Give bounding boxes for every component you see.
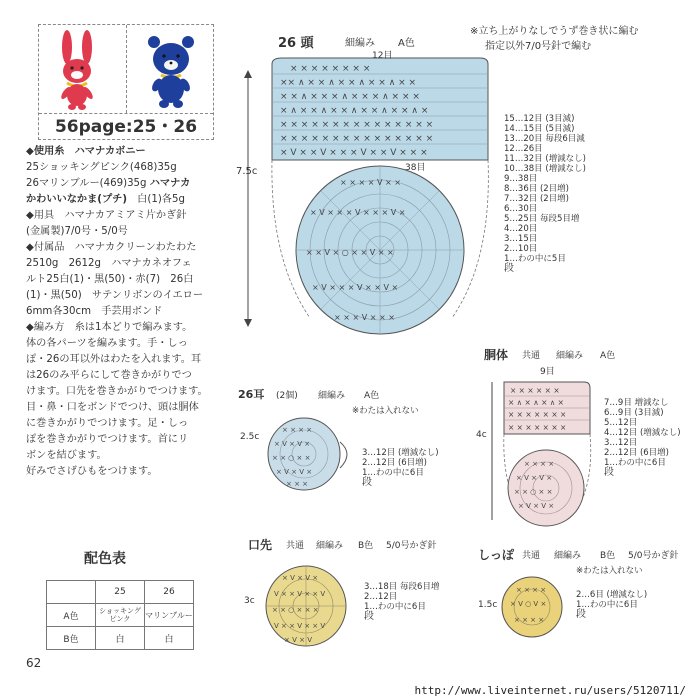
row-num: 15 bbox=[504, 114, 515, 124]
yarn-line bbox=[26, 176, 216, 192]
row-count: わの中に5目 bbox=[517, 254, 566, 264]
svg-text:× × ∧ × × × ∧ × × × ∧ × × ×: × × ∧ × × × ∧ × × × ∧ × × × bbox=[280, 92, 420, 102]
ear-title-text: 耳 bbox=[253, 388, 265, 401]
method-line: けます。口先を巻きかがりでつけます。 bbox=[26, 386, 208, 397]
muzzle-hook: 5/0号かぎ針 bbox=[386, 541, 437, 551]
row-count: 12目 bbox=[377, 592, 398, 602]
muzzle-size: 3c bbox=[244, 596, 255, 606]
bear-photo bbox=[127, 25, 213, 113]
table-cell: 26 bbox=[145, 581, 194, 604]
row-dan: 段 bbox=[604, 467, 614, 478]
row-num: 2 bbox=[504, 244, 510, 254]
row-num: 1 bbox=[362, 468, 368, 478]
row-entry: 14…15目 (5目減) bbox=[504, 124, 575, 134]
ear-count: (2個) bbox=[276, 391, 298, 401]
muzzle-row-list bbox=[364, 582, 439, 622]
row-entry: 6…9目 (3目減) bbox=[604, 408, 664, 418]
svg-text:× V ○ V ×: × V ○ V × bbox=[510, 600, 547, 608]
row-count: 6目 bbox=[589, 590, 604, 600]
method-line: ◆編み方 糸は1本どりで編みます。 bbox=[26, 322, 193, 333]
muzzle-diagram bbox=[260, 556, 360, 656]
row-entry: 5…25目 毎段5目増 bbox=[504, 214, 580, 224]
row-num: 5 bbox=[604, 418, 610, 428]
row-count: 20目 bbox=[523, 134, 543, 144]
row-num: 9 bbox=[504, 174, 510, 184]
row-entry: 6…30目 bbox=[504, 204, 538, 214]
body-title: 胴体 bbox=[484, 348, 509, 362]
color-table-title: 配色表 bbox=[84, 551, 126, 567]
row-count: 25目 bbox=[517, 214, 538, 224]
svg-text:× ∧ × × ∧ × × ∧ × × ∧ × × ∧ ×: × ∧ × × ∧ × × ∧ × × ∧ × × ∧ × bbox=[280, 106, 429, 116]
svg-text:× V × V ×: × V × V × bbox=[516, 474, 553, 482]
method-line: 好みでさげひもをつけます。 bbox=[26, 466, 158, 477]
svg-text:× × × × × × ×: × × × × × × × bbox=[508, 410, 567, 419]
head-stitch: 細編み bbox=[345, 38, 375, 49]
parts-line: 6mm各30cm 手芸用ボンド bbox=[26, 306, 163, 317]
row-entry: 1…わの中に6目 bbox=[364, 602, 426, 612]
row-num: 4 bbox=[604, 428, 610, 438]
row-entry: 1…わの中に6目 bbox=[362, 468, 424, 478]
svg-text:× × ×: × × × bbox=[286, 480, 309, 488]
row-change: (増減なし) bbox=[606, 590, 648, 600]
head-color: A色 bbox=[398, 38, 415, 49]
row-change: (増減なし) bbox=[397, 448, 439, 458]
row-change: (増減なし) bbox=[545, 154, 586, 164]
svg-text:× × ○ × ×: × × ○ × × bbox=[272, 454, 311, 462]
row-num: 8 bbox=[504, 184, 510, 194]
row-num: 6 bbox=[604, 408, 610, 418]
row-count: わの中に6目 bbox=[375, 468, 424, 478]
yarn-line-part: かわいいなかま(プチ) bbox=[26, 194, 127, 205]
row-count: 20目 bbox=[517, 224, 538, 234]
row-change: (2目増) bbox=[539, 184, 569, 194]
dimension-arrow bbox=[244, 319, 252, 327]
row-change: (3目減) bbox=[634, 408, 664, 418]
method-line: 目・鼻・口をボンドでつけ、頭は胴体 bbox=[26, 402, 199, 413]
row-num: 2 bbox=[604, 448, 610, 458]
parts-line: (1)・黒(50) サテンリボンのイエロー bbox=[26, 290, 204, 301]
ear-size: 2.5c bbox=[240, 432, 260, 442]
muzzle-title: 口先 bbox=[248, 538, 273, 552]
head-title-num: 26 bbox=[278, 36, 297, 51]
row-entry: 5…12目 bbox=[604, 418, 638, 428]
row-entry: 15…12目 (3目減) bbox=[504, 114, 575, 124]
body-diagram bbox=[486, 372, 600, 532]
bear-illustration bbox=[127, 25, 213, 113]
row-count: 15目 bbox=[517, 234, 538, 244]
muzzle-common: 共通 bbox=[286, 541, 305, 551]
row-entry: 13…20目 毎段6目減 bbox=[504, 134, 585, 144]
svg-text:× × ○ × × ×: × × ○ × × × bbox=[272, 606, 319, 614]
svg-text:× V × × × V × × × V ×: × V × × × V × × × V × bbox=[310, 208, 406, 217]
parts-line: 2510g 2612g ハマナカネオフェ bbox=[26, 258, 192, 269]
row-change: (6目増) bbox=[397, 458, 427, 468]
svg-text:× × × ×: × × × × bbox=[516, 586, 547, 594]
row-num: 2 bbox=[364, 592, 370, 602]
tail-row-list bbox=[576, 590, 647, 620]
row-entry: 1…わの中に6目 bbox=[576, 600, 638, 610]
row-num: 1 bbox=[504, 254, 510, 264]
row-count: 12目 bbox=[617, 428, 638, 438]
row-dan: 段 bbox=[504, 263, 514, 274]
row-count: わの中に6目 bbox=[377, 602, 426, 612]
row-entry: 2…12目 (6目増) bbox=[362, 458, 427, 468]
row-count: 9目 bbox=[617, 398, 632, 408]
head-diagram bbox=[230, 50, 510, 350]
head-title bbox=[278, 32, 314, 51]
tools-line: ◆用具 ハマナカアミアミ片かぎ針 bbox=[26, 210, 187, 221]
row-entry: 3…12目 bbox=[604, 438, 638, 448]
row-num: 3 bbox=[504, 234, 510, 244]
row-num: 2 bbox=[576, 590, 582, 600]
stitch-marks bbox=[280, 64, 433, 158]
rabbit-illustration bbox=[39, 25, 125, 113]
row-change: 毎段6目減 bbox=[545, 134, 585, 144]
row-count: 26目 bbox=[523, 144, 543, 154]
row-change: (3目減) bbox=[545, 114, 575, 124]
tail-hook: 5/0号かぎ針 bbox=[628, 551, 679, 561]
row-count: 12目 bbox=[617, 438, 638, 448]
svg-text:× × × ×: × × × × bbox=[524, 460, 555, 468]
table-cell: B色 bbox=[47, 627, 96, 650]
body-top-count: 9目 bbox=[540, 367, 555, 377]
row-num: 3 bbox=[364, 582, 370, 592]
row-entry: 7…32目 (2目増) bbox=[504, 194, 569, 204]
svg-text:× V × × × V × × V ×: × V × × × V × × V × bbox=[312, 283, 399, 292]
row-num: 2 bbox=[362, 458, 368, 468]
ear-stitch: 細編み bbox=[318, 391, 346, 401]
ear-title bbox=[238, 386, 264, 402]
head-top-count: 12目 bbox=[372, 51, 393, 61]
head-note: ※立ち上がりなしでうず巻き状に編む bbox=[470, 26, 639, 37]
row-count: 38目 bbox=[517, 174, 538, 184]
table-row bbox=[47, 627, 194, 650]
row-count: 32目 bbox=[517, 194, 538, 204]
ear-row-list bbox=[362, 448, 439, 488]
table-cell: A色 bbox=[47, 604, 96, 627]
row-entry: 12…26目 bbox=[504, 144, 543, 154]
svg-text:× V × × V × × × V × × V × × ×: × V × × V × × × V × × V × × × bbox=[280, 148, 428, 158]
row-entry: 2…12目 (6目増) bbox=[604, 448, 669, 458]
row-count: 36目 bbox=[517, 184, 538, 194]
row-dan: 段 bbox=[362, 477, 372, 488]
photo-box bbox=[38, 24, 214, 140]
body-color: A色 bbox=[600, 351, 616, 361]
source-url: http://www.liveinternet.ru/users/5120711/ bbox=[414, 684, 686, 697]
tail-color: B色 bbox=[600, 551, 616, 561]
row-entry: 2…12目 bbox=[364, 592, 398, 602]
row-entry: 7…9目 増減なし bbox=[604, 398, 669, 408]
row-num: 14 bbox=[504, 124, 515, 134]
row-num: 5 bbox=[504, 214, 510, 224]
svg-text:V × × V × × V: V × × V × × V bbox=[274, 622, 326, 630]
yarn-heading: ◆使用糸 ハマナカボニー bbox=[26, 146, 146, 157]
head-note: 指定以外7/0号針で編む bbox=[485, 41, 592, 52]
color-table bbox=[46, 580, 194, 650]
row-count: 30目 bbox=[517, 204, 538, 214]
row-entry: 4…20目 bbox=[504, 224, 538, 234]
body-row-list bbox=[604, 398, 681, 478]
row-entry: 3…18目 毎段6目増 bbox=[364, 582, 440, 592]
yarn-line-part: 26マリンブルー(469)35g bbox=[26, 178, 150, 189]
tail-diagram bbox=[498, 574, 568, 640]
row-entry: 4…12目 (増減なし) bbox=[604, 428, 681, 438]
svg-text:× × × × × ×: × × × × × × bbox=[510, 386, 560, 395]
page-number: 62 bbox=[26, 656, 42, 670]
row-entry: 3…15目 bbox=[504, 234, 538, 244]
row-count: 12目 bbox=[617, 418, 638, 428]
row-change: (増減なし) bbox=[639, 428, 681, 438]
row-count: 12目 bbox=[375, 458, 396, 468]
row-entry: 2…10目 bbox=[504, 244, 538, 254]
row-num: 11 bbox=[504, 154, 515, 164]
table-cell: マリンブルー bbox=[145, 604, 194, 627]
row-dan: 段 bbox=[576, 609, 586, 620]
method-line: ぽを巻きかがりでつけます。首にリ bbox=[26, 434, 189, 445]
row-change: (増減なし) bbox=[545, 164, 586, 174]
svg-text:× × × × × × × ×: × × × × × × × × bbox=[290, 64, 371, 74]
svg-text:× × × × × × × × × × × × × × ×: × × × × × × × × × × × × × × × bbox=[280, 134, 434, 144]
page-reference: 56page:25・26 bbox=[39, 113, 213, 140]
row-count: 10目 bbox=[517, 244, 538, 254]
row-change: 毎段5目増 bbox=[539, 214, 580, 224]
row-count: 12目 bbox=[375, 448, 396, 458]
row-num: 6 bbox=[504, 204, 510, 214]
table-cell: 白 bbox=[145, 627, 194, 650]
ear-diagram bbox=[258, 412, 358, 492]
yarn-line: 25ショッキングピンク(468)35g bbox=[26, 162, 177, 173]
ear-title-num: 26 bbox=[238, 388, 254, 401]
row-num: 13 bbox=[504, 134, 515, 144]
row-change: (2目増) bbox=[539, 194, 569, 204]
row-change: 増減なし bbox=[634, 398, 669, 408]
row-entry: 1…わの中に5目 bbox=[504, 254, 566, 264]
row-num: 4 bbox=[504, 224, 510, 234]
tools-line: (金属製)7/0号・5/0号 bbox=[26, 226, 128, 237]
row-count: わの中に6目 bbox=[617, 458, 666, 468]
row-change: (6目増) bbox=[639, 448, 669, 458]
row-count: 38目 bbox=[523, 164, 543, 174]
svg-text:× × × ×: × × × × bbox=[514, 616, 545, 624]
svg-text:V × × V × × V: V × × V × × V bbox=[274, 590, 326, 598]
head-title-text: 頭 bbox=[300, 36, 314, 51]
row-num: 3 bbox=[604, 438, 610, 448]
table-cell bbox=[47, 581, 96, 604]
row-num: 7 bbox=[504, 194, 510, 204]
row-count: 12目 bbox=[523, 114, 543, 124]
svg-text:× × × × V × ×: × × × × V × × bbox=[340, 178, 401, 187]
svg-text:× × × ×: × × × × bbox=[282, 426, 313, 434]
row-change: 毎段6目増 bbox=[399, 582, 440, 592]
yarn-line bbox=[26, 192, 216, 208]
table-cell: ショッキング ピンク bbox=[96, 604, 145, 627]
yarn-line-part: ハマナカ bbox=[149, 178, 191, 189]
svg-text:× × V × ○ × × V × ×: × × V × ○ × × V × × bbox=[306, 248, 394, 257]
svg-text:×× ∧ × × ∧ × × ∧ × × ∧ × ×: ×× ∧ × × ∧ × × ∧ × × ∧ × × bbox=[280, 78, 417, 88]
instructions bbox=[26, 144, 216, 480]
method-line: は26のみ平らにして巻きかがりでつ bbox=[26, 370, 192, 381]
head-height: 7.5c bbox=[236, 166, 258, 177]
svg-text:× × × V × × ×: × × × V × × × bbox=[334, 313, 395, 322]
head-mid-count: 38目 bbox=[405, 163, 426, 173]
row-entry: 10…38目 (増減なし) bbox=[504, 164, 586, 174]
row-num: 12 bbox=[504, 144, 515, 154]
row-num: 10 bbox=[504, 164, 515, 174]
row-count: 12目 bbox=[617, 448, 638, 458]
muzzle-stitch: 細編み bbox=[316, 541, 344, 551]
tail-note: ※わたは入れない bbox=[576, 566, 643, 576]
svg-text:× V × V ×: × V × V × bbox=[274, 440, 311, 448]
row-count: わの中に6目 bbox=[589, 600, 638, 610]
method-line: ぽ・26の耳以外はわたを入れます。耳 bbox=[26, 354, 202, 365]
row-num: 1 bbox=[576, 600, 582, 610]
rabbit-photo bbox=[39, 25, 125, 113]
tail-title: しっぽ bbox=[478, 548, 515, 562]
table-cell: 白 bbox=[96, 627, 145, 650]
row-num: 7 bbox=[604, 398, 610, 408]
row-entry: 11…32目 (増減なし) bbox=[504, 154, 586, 164]
row-entry: 3…12目 (増減なし) bbox=[362, 448, 439, 458]
color-table-header bbox=[47, 581, 194, 604]
parts-line: ◆付属品 ハマナカクリーンわたわた bbox=[26, 242, 197, 253]
svg-text:× ∧ × ∧ × ∧ ×: × ∧ × ∧ × ∧ × bbox=[508, 398, 564, 407]
muzzle-color: B色 bbox=[358, 541, 374, 551]
row-count: 9目 bbox=[617, 408, 632, 418]
row-count: 32目 bbox=[523, 154, 543, 164]
ear-color: A色 bbox=[364, 391, 380, 401]
svg-text:× × ○ × ×: × × ○ × × bbox=[514, 488, 553, 496]
body-common: 共通 bbox=[522, 351, 541, 361]
svg-text:× × × × × × ×: × × × × × × × bbox=[508, 423, 567, 432]
row-count: 18目 bbox=[377, 582, 398, 592]
method-line: 体の各パーツを編みます。手・しっ bbox=[26, 338, 188, 349]
row-entry: 8…36目 (2目増) bbox=[504, 184, 569, 194]
svg-text:× V × V ×: × V × V × bbox=[518, 502, 555, 510]
row-entry: 9…38目 bbox=[504, 174, 538, 184]
tail-size: 1.5c bbox=[478, 600, 498, 610]
row-entry: 1…わの中に6目 bbox=[604, 458, 666, 468]
svg-text:× × × × × × × × × × × × × × ×: × × × × × × × × × × × × × × × bbox=[280, 120, 434, 130]
row-dan: 段 bbox=[364, 611, 374, 622]
method-line: ボンを結びます。 bbox=[26, 450, 107, 461]
tail-stitch: 細編み bbox=[554, 551, 582, 561]
row-change: (5目減) bbox=[545, 124, 575, 134]
ear-note: ※わたは入れない bbox=[352, 406, 419, 416]
method-line: に巻きかがりでつけます。足・しっ bbox=[26, 418, 189, 429]
tail-common: 共通 bbox=[522, 551, 541, 561]
body-size: 4c bbox=[476, 430, 487, 440]
row-num: 3 bbox=[362, 448, 368, 458]
row-num: 1 bbox=[604, 458, 610, 468]
svg-text:× V × V ×: × V × V × bbox=[282, 574, 319, 582]
svg-text:× V × V: × V × V bbox=[284, 636, 312, 644]
head-row-list bbox=[504, 114, 586, 274]
row-num: 1 bbox=[364, 602, 370, 612]
body-stitch: 細編み bbox=[556, 351, 584, 361]
svg-text:× V × V ×: × V × V × bbox=[276, 468, 313, 476]
row-count: 15目 bbox=[523, 124, 543, 134]
table-cell: 25 bbox=[96, 581, 145, 604]
parts-line: ルト25白(1)・黒(50)・赤(7) 26白 bbox=[26, 274, 194, 285]
dimension-arrow bbox=[244, 70, 252, 78]
table-row bbox=[47, 604, 194, 627]
yarn-line-part: 白(1)各5g bbox=[127, 194, 185, 205]
row-entry: 2…6目 (増減なし) bbox=[576, 590, 648, 600]
